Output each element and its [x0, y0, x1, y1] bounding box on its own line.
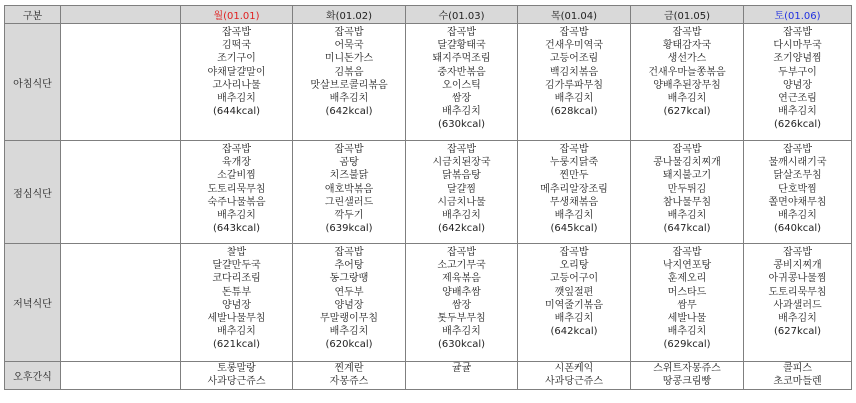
- menu-cell-lunch-sat: [744, 141, 852, 244]
- menu-item: 잡곡밥: [559, 27, 589, 38]
- menu-item: 토롱말랑: [217, 363, 256, 374]
- menu-item: 오이스틱: [442, 79, 481, 91]
- menu-item: 잡곡밥: [783, 144, 812, 155]
- menu-cell-lunch-tue: [293, 141, 406, 244]
- menu-item: 콩나물김치찌개: [653, 157, 721, 169]
- day-header-tue: 화(01.02): [293, 6, 406, 24]
- menu-item: 배추김치: [554, 313, 594, 325]
- menu-cell-dinner-sat: [744, 244, 852, 362]
- menu-item: (627kcal): [773, 326, 822, 338]
- menu-item: (628kcal): [550, 106, 598, 118]
- menu-item: 머스타드: [667, 286, 707, 298]
- menu-item: 사과당근쥬스: [207, 376, 266, 388]
- menu-item: 코다리조림: [212, 273, 261, 285]
- day-header-sat: 토(01.06): [744, 6, 852, 24]
- day-header-fri: 금(01.05): [631, 6, 744, 24]
- menu-item: 배추김치: [778, 210, 817, 222]
- menu-cell-lunch-fri: [631, 141, 744, 244]
- menu-cell-snack-tue: [293, 362, 406, 390]
- menu-item: 초코마들렌: [773, 376, 822, 388]
- menu-item: 콩비지찌개: [773, 260, 822, 272]
- menu-item: 오리탕: [559, 260, 589, 272]
- menu-item: 배추김치: [554, 210, 594, 222]
- menu-item: 배추김치: [442, 326, 481, 338]
- menu-item: 배추김치: [329, 326, 369, 338]
- menu-item: 치즈불닭: [329, 170, 369, 182]
- menu-item: 백김치볶음: [549, 66, 599, 78]
- menu-item: 배추김치: [217, 93, 256, 105]
- menu-item: 돈튜부: [222, 286, 251, 298]
- menu-item: 잡곡밥: [222, 27, 251, 38]
- menu-item: 물깨시래기국: [768, 157, 827, 169]
- menu-item: 소갈비찜: [217, 170, 256, 182]
- row-label-breakfast: 아침식단: [5, 24, 61, 141]
- menu-item: 콜피스: [783, 363, 812, 374]
- menu-item: 시폰케익: [554, 363, 594, 374]
- menu-item: 쌈장: [451, 299, 472, 311]
- menu-body: [5, 24, 852, 390]
- menu-item: 건새우마늘쫑볶음: [648, 66, 726, 78]
- menu-item: 배추김치: [442, 210, 481, 222]
- menu-item: 돼지불고기: [662, 170, 712, 182]
- menu-cell-dinner-mon: [181, 244, 293, 362]
- menu-item: 찐계란: [334, 363, 364, 374]
- blank-header: [61, 6, 181, 24]
- menu-item: 동그랑땡: [329, 273, 369, 285]
- menu-cell-breakfast-fri: [631, 24, 744, 141]
- menu-item: 육개장: [222, 157, 251, 169]
- menu-item: 잡곡밥: [334, 144, 364, 155]
- menu-item: 만두튀김: [667, 183, 707, 195]
- menu-item: 잡곡밥: [783, 247, 812, 258]
- menu-table-wrapper: [4, 5, 852, 390]
- menu-row-dinner: [5, 244, 852, 362]
- menu-item: 야채달걀말이: [207, 66, 266, 78]
- menu-item: 사과당근쥬스: [545, 376, 603, 388]
- menu-item: 제육볶음: [442, 273, 481, 285]
- menu-item: 찐만두: [559, 170, 589, 182]
- menu-item: 양념장: [334, 299, 364, 311]
- menu-row-snack: [5, 362, 852, 390]
- menu-item: 잡곡밥: [447, 144, 476, 155]
- row-label-snack: 오후간식: [5, 362, 61, 390]
- blank-cell: [61, 244, 181, 362]
- menu-item: 닭살조무침: [773, 170, 822, 182]
- menu-item: 달걀황태국: [437, 40, 486, 52]
- menu-item: (642kcal): [550, 326, 598, 338]
- menu-item: (630kcal): [437, 119, 486, 131]
- menu-item: 양배추쌈: [442, 286, 481, 298]
- menu-item: 세발나물: [667, 313, 707, 325]
- menu-item: 애호박볶음: [324, 183, 374, 195]
- menu-cell-breakfast-thu: [518, 24, 631, 141]
- menu-item: 건새우미역국: [545, 40, 603, 52]
- menu-row-lunch: [5, 141, 852, 244]
- corner-header: 구분: [5, 6, 61, 24]
- menu-item: (620kcal): [325, 339, 373, 351]
- menu-item: 잡곡밥: [783, 27, 812, 38]
- menu-item: 메추리알장조림: [540, 183, 608, 195]
- menu-item: 톳두부무침: [437, 313, 486, 325]
- menu-item: 무말랭이무침: [320, 313, 378, 325]
- menu-item: 배추김치: [667, 210, 707, 222]
- menu-item: 배추김치: [778, 313, 817, 325]
- menu-item: 조기양념찜: [773, 53, 822, 65]
- menu-item: 찰밥: [226, 247, 247, 258]
- menu-item: 무생채볶음: [549, 196, 599, 208]
- menu-item: 추어탕: [334, 260, 364, 272]
- menu-item: 잡곡밥: [672, 144, 702, 155]
- menu-item: 배추김치: [442, 106, 481, 118]
- menu-item: 스위트자몽쥬스: [653, 363, 721, 374]
- menu-cell-breakfast-mon: [181, 24, 293, 141]
- menu-item: 배추김치: [554, 93, 594, 105]
- menu-cell-dinner-thu: [518, 244, 631, 362]
- menu-item: 배추김치: [329, 93, 369, 105]
- menu-item: 잡곡밥: [672, 247, 702, 258]
- menu-item: 쌈무: [677, 299, 697, 311]
- blank-cell: [61, 24, 181, 141]
- menu-item: 쌈장: [451, 93, 472, 105]
- menu-cell-snack-sat: [744, 362, 852, 390]
- menu-item: 잡곡밥: [222, 144, 251, 155]
- menu-item: 생선가스: [667, 53, 707, 65]
- menu-item: 고등어구이: [549, 273, 599, 285]
- menu-item: 잡곡밥: [672, 27, 702, 38]
- menu-cell-snack-fri: [631, 362, 744, 390]
- menu-item: 곰탕: [339, 157, 359, 169]
- menu-row-breakfast: [5, 24, 852, 141]
- menu-cell-breakfast-tue: [293, 24, 406, 141]
- menu-item: 연두부: [334, 286, 364, 298]
- menu-item: 중자반볶음: [437, 66, 486, 78]
- menu-item: 두부구이: [778, 66, 817, 78]
- menu-item: 누룽지닭죽: [549, 157, 599, 169]
- menu-item: 잡곡밥: [447, 247, 476, 258]
- menu-item: 잡곡밥: [334, 247, 364, 258]
- menu-item: (644kcal): [212, 106, 261, 118]
- menu-item: 그린샐러드: [324, 196, 374, 208]
- menu-item: 아귀콩나물찜: [768, 273, 827, 285]
- menu-cell-lunch-mon: [181, 141, 293, 244]
- menu-cell-breakfast-wed: [406, 24, 518, 141]
- menu-item: 참나물무침: [662, 196, 712, 208]
- menu-cell-dinner-wed: [406, 244, 518, 362]
- menu-item: 시금치된장국: [432, 157, 491, 169]
- menu-item: 김떡국: [222, 40, 251, 52]
- menu-item: 땅콩크림빵: [662, 376, 712, 388]
- menu-item: (640kcal): [773, 223, 822, 235]
- menu-cell-dinner-tue: [293, 244, 406, 362]
- menu-item: (639kcal): [325, 223, 373, 235]
- menu-item: 어묵국: [334, 40, 364, 52]
- menu-item: 닭볶음탕: [442, 170, 481, 182]
- day-header-mon: 월(01.01): [181, 6, 293, 24]
- menu-item: 달걀찜: [447, 183, 476, 195]
- menu-item: 시금치나물: [437, 196, 486, 208]
- menu-item: 훈제오리: [667, 273, 707, 285]
- menu-cell-lunch-wed: [406, 141, 518, 244]
- menu-item: 잡곡밥: [559, 144, 589, 155]
- day-header-thu: 목(01.04): [518, 6, 631, 24]
- row-label-lunch: 점심식단: [5, 141, 61, 244]
- day-header-wed: 수(01.03): [406, 6, 518, 24]
- menu-item: (621kcal): [212, 339, 261, 351]
- menu-item: 배추김치: [667, 93, 707, 105]
- blank-cell: [61, 362, 181, 390]
- menu-item: 배추김치: [217, 210, 256, 222]
- menu-item: 도토리묵무침: [207, 183, 266, 195]
- menu-item: 양배추된장무침: [653, 79, 721, 91]
- menu-item: 잡곡밥: [334, 27, 364, 38]
- menu-item: 세발나물무침: [207, 313, 266, 325]
- menu-item: (642kcal): [325, 106, 373, 118]
- menu-item: 귤귤: [451, 363, 472, 374]
- menu-item: 잡곡밥: [447, 27, 476, 38]
- menu-cell-snack-mon: [181, 362, 293, 390]
- blank-cell: [61, 141, 181, 244]
- menu-item: 소고기무국: [437, 260, 486, 272]
- menu-cell-snack-wed: [406, 362, 518, 390]
- menu-item: (629kcal): [663, 339, 711, 351]
- menu-item: (645kcal): [550, 223, 598, 235]
- menu-item: 김볶음: [334, 66, 364, 78]
- menu-item: 황태감자국: [662, 40, 712, 52]
- menu-item: 잡곡밥: [559, 247, 589, 258]
- menu-item: 낙지연포탕: [662, 260, 712, 272]
- menu-item: 깻잎절편: [554, 286, 594, 298]
- menu-item: 사과샐러드: [773, 299, 822, 311]
- menu-item: 미니돈가스: [324, 53, 374, 65]
- menu-item: (647kcal): [663, 223, 711, 235]
- weekly-menu-table: [4, 5, 852, 390]
- menu-item: 도토리묵무침: [768, 286, 827, 298]
- menu-item: 김가루파무침: [545, 79, 603, 91]
- menu-item: (627kcal): [663, 106, 711, 118]
- menu-item: (630kcal): [437, 339, 486, 351]
- menu-item: 쫄면야채무침: [768, 196, 827, 208]
- header-row: [5, 6, 852, 24]
- menu-item: 연근조림: [778, 93, 817, 105]
- menu-item: 자몽쥬스: [329, 376, 369, 388]
- menu-item: (642kcal): [437, 223, 486, 235]
- menu-item: 단호박찜: [778, 183, 817, 195]
- menu-item: 양념장: [222, 299, 251, 311]
- menu-cell-breakfast-sat: [744, 24, 852, 141]
- menu-item: (626kcal): [773, 119, 822, 131]
- menu-item: 배추김치: [667, 326, 707, 338]
- menu-item: 깍두기: [334, 210, 364, 222]
- menu-item: 달걀만두국: [212, 260, 261, 272]
- menu-item: 다시마무국: [773, 40, 822, 52]
- menu-item: 돼지주먹조림: [432, 53, 491, 65]
- menu-item: 조기구이: [217, 53, 256, 65]
- menu-item: 고등어조림: [549, 53, 599, 65]
- menu-cell-snack-thu: [518, 362, 631, 390]
- menu-item: 양념장: [783, 79, 812, 91]
- menu-cell-dinner-fri: [631, 244, 744, 362]
- menu-item: 미역줄기볶음: [545, 299, 603, 311]
- menu-item: 고사리나물: [212, 79, 261, 91]
- menu-item: (643kcal): [212, 223, 261, 235]
- menu-item: 숙주나물볶음: [207, 196, 266, 208]
- menu-item: 배추김치: [217, 326, 256, 338]
- menu-item: 맛살브로콜리볶음: [310, 79, 388, 91]
- row-label-dinner: 저녁식단: [5, 244, 61, 362]
- menu-cell-lunch-thu: [518, 141, 631, 244]
- menu-item: 배추김치: [778, 106, 817, 118]
